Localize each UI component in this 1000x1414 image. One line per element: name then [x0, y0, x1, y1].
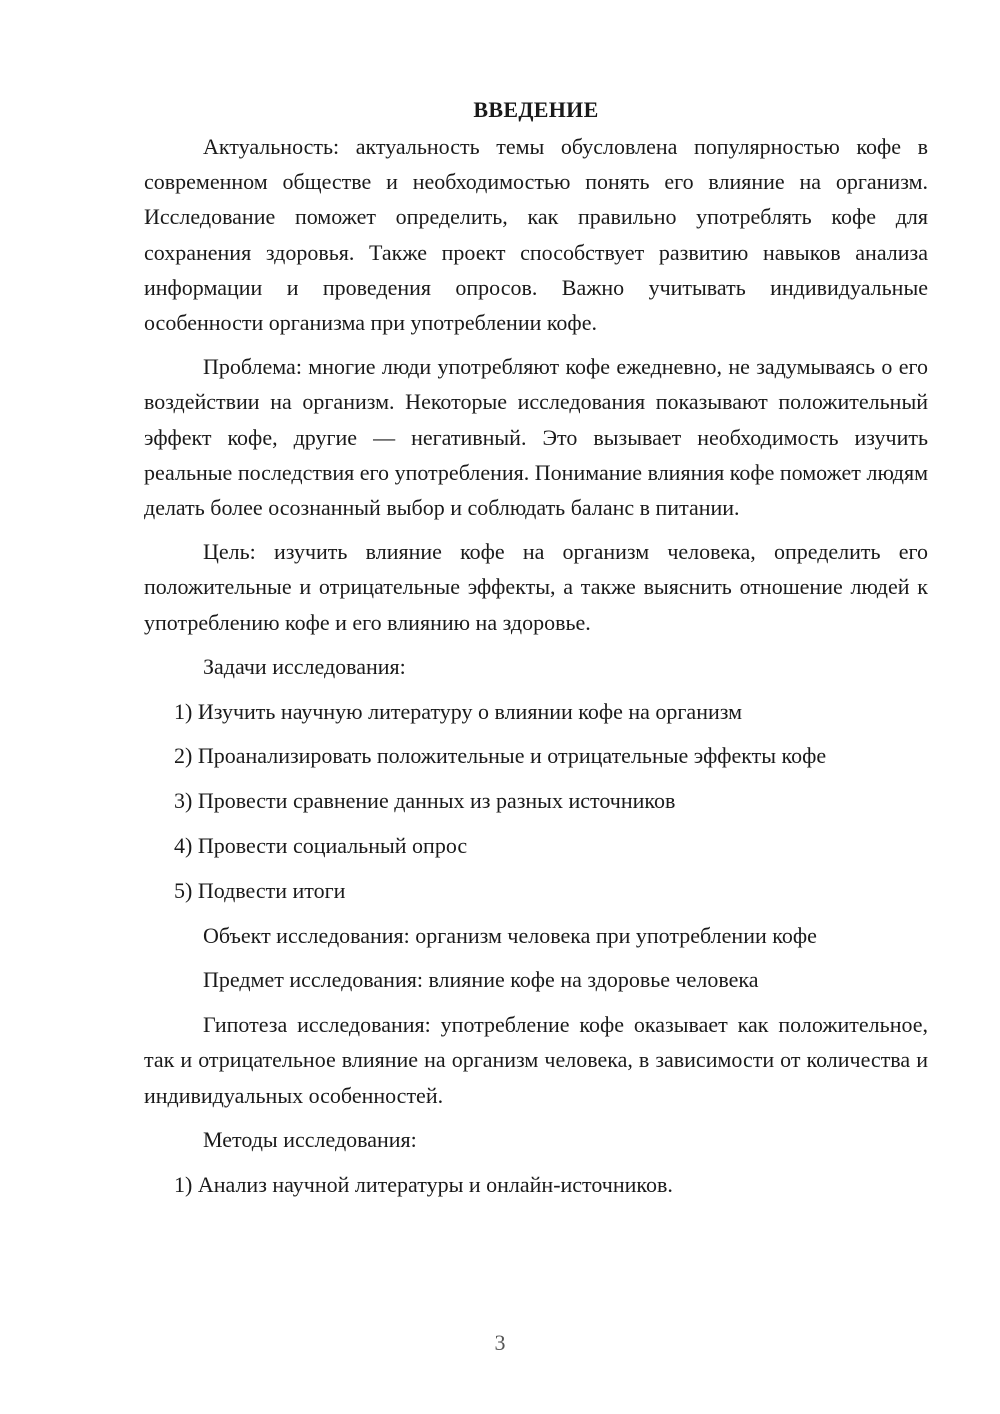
section-title: ВВЕДЕНИЕ — [473, 97, 599, 122]
list-item: 4) Провести социальный опрос — [174, 833, 468, 859]
problem-paragraph: Проблема: многие люди употребляют кофе ежедневно, не задумываясь о его воздействии на организм. Некоторые исследования показывают положительный эффект кофе, другие — негативный. Это вызывает необходимость изучить реальные последствия его употребления. Понимание влияния кофе поможет людям делать более осознанный выбор и соблюдать баланс в питании. — [144, 354, 928, 521]
tasks-heading: Задачи исследования: — [203, 653, 406, 679]
tasks-list — [144, 694, 928, 908]
methods-list — [144, 1167, 928, 1202]
hypothesis-paragraph: Гипотеза исследования: употребление кофе оказывает как положительное, так и отрицательное влияние на организм человека, в зависимости от количества и индивидуальных особенностей. — [144, 1012, 928, 1108]
methods-heading: Методы исследования: — [203, 1126, 417, 1152]
page-number: 3 — [494, 1330, 506, 1355]
list-item: 3) Провести сравнение данных из разных источников — [174, 788, 676, 814]
document-page — [144, 92, 928, 1211]
list-item: 1) Изучить научную литературу о влиянии кофе на организм — [174, 698, 743, 724]
research-subject: Предмет исследования: влияние кофе на здоровье человека — [203, 967, 759, 993]
research-object: Объект исследования: организм человека при употреблении кофе — [203, 922, 817, 948]
list-item: 5) Подвести итоги — [174, 877, 346, 903]
goal-paragraph: Цель: изучить влияние кофе на организм человека, определить его положительные и отрицательные эффекты, а также выяснить отношение людей к употреблению кофе и его влиянию на здоровье. — [144, 539, 928, 635]
list-item: 2) Проанализировать положительные и отрицательные эффекты кофе — [174, 743, 827, 769]
relevance-paragraph: Актуальность: актуальность темы обусловлена популярностью кофе в современном обществе и необходимостью понять его влияние на организм. Исследование поможет определить, как правильно употреблять кофе для сохранения здоровья. Также проект способствует развитию навыков анализа информации и проведения опросов. Важно учитывать индивидуальные особенности организма при употреблении кофе. — [144, 134, 928, 336]
list-item: 1) Анализ научной литературы и онлайн-источников. — [174, 1171, 673, 1197]
